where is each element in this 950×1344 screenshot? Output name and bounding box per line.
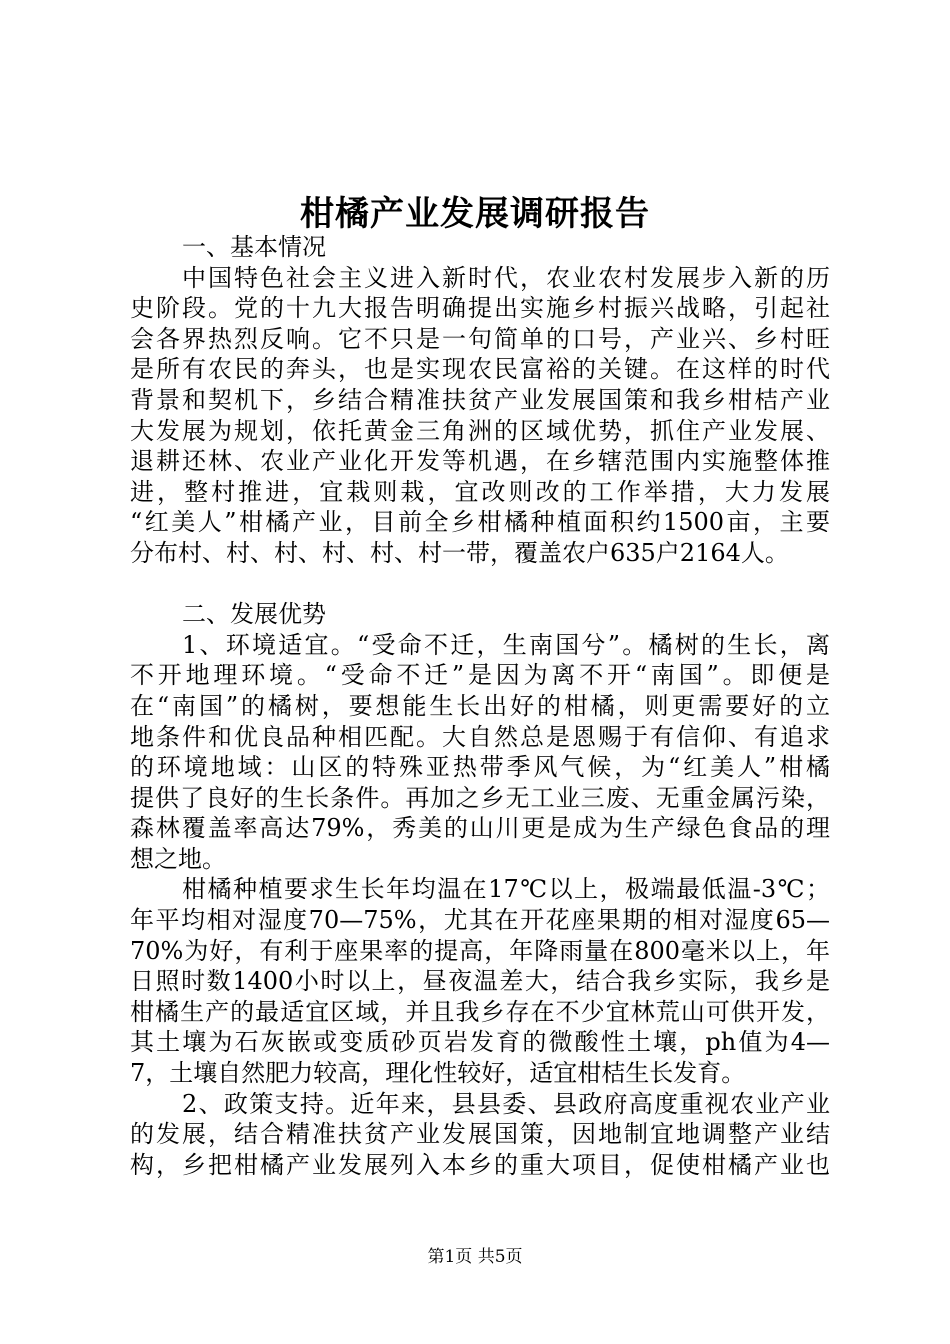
text-line: 1、环境适宜。“受命不迁，生南国兮”。橘树的生长，离	[182, 630, 830, 659]
section-heading: 一、基本情况	[182, 233, 326, 261]
document-body	[130, 232, 830, 1180]
text-line: 7，土壤自然肥力较高，理化性较好，适宜柑桔生长发育。	[130, 1059, 746, 1088]
text-line: 年平均相对湿度70—75%，尤其在开花座果期的相对湿度65—	[130, 906, 830, 935]
text-line: 不开地理环境。“受命不迁”是因为离不开“南国”。即便是	[130, 661, 830, 690]
text-line: 柑橘生产的最适宜区域，并且我乡存在不少宜林荒山可供开发，	[130, 997, 830, 1026]
section-heading: 二、发展优势	[182, 600, 326, 629]
text-line: 史阶段。党的十九大报告明确提出实施乡村振兴战略，引起社	[130, 294, 830, 323]
text-line: 分布村、村、村、村、村、村一带，覆盖农户635户2164人。	[130, 538, 789, 567]
text-line: 进，整村推进，宜栽则栽，宜改则改的工作举措，大力发展	[130, 477, 830, 506]
text-line: 日照时数1400小时以上，昼夜温差大，结合我乡实际，我乡是	[130, 967, 830, 996]
text-line: 大发展为规划，依托黄金三角洲的区域优势，抓住产业发展、	[130, 416, 830, 445]
blank-line	[130, 569, 830, 600]
text-line: 地条件和优良品种相匹配。大自然总是恩赐于有信仰、有追求	[130, 722, 830, 751]
text-line: 在“南国”的橘树，要想能生长出好的柑橘，则更需要好的立	[130, 691, 830, 720]
text-line: 背景和契机下，乡结合精准扶贫产业发展国策和我乡柑桔产业	[130, 385, 830, 414]
text-line: 70%为好，有利于座果率的提高，年降雨量在800毫米以上，年	[130, 936, 830, 965]
page-footer: 第1页 共5页	[427, 1247, 523, 1267]
document-title: 柑橘产业发展调研报告	[300, 194, 650, 234]
text-line: 提供了良好的生长条件。再加之乡无工业三废、无重金属污染，	[130, 783, 830, 812]
text-line: 森林覆盖率高达79%，秀美的山川更是成为生产绿色食品的理	[130, 814, 830, 843]
text-line: 2、政策支持。近年来，县县委、县政府高度重视农业产业	[182, 1089, 830, 1118]
text-line: 中国特色社会主义进入新时代，农业农村发展步入新的历	[182, 263, 830, 292]
text-line: 构，乡把柑橘产业发展列入本乡的重大项目，促使柑橘产业也	[130, 1150, 830, 1179]
text-line: 柑橘种植要求生长年均温在17℃以上，极端最低温-3℃；	[182, 875, 830, 904]
text-line: 其土壤为石灰嵌或变质砂页岩发育的微酸性土壤，ph值为4—	[130, 1028, 830, 1057]
text-line: 的发展，结合精准扶贫产业发展国策，因地制宜地调整产业结	[130, 1120, 830, 1149]
text-line: 的环境地域：山区的特殊亚热带季风气候，为“红美人”柑橘	[130, 753, 830, 782]
text-line: 想之地。	[130, 844, 226, 873]
text-line: 会各界热烈反响。它不只是一句简单的口号，产业兴、乡村旺	[130, 324, 830, 353]
text-line: “红美人”柑橘产业，目前全乡柑橘种植面积约1500亩，主要	[130, 508, 830, 537]
text-line: 是所有农民的奔头，也是实现农民富裕的关键。在这样的时代	[130, 355, 830, 384]
text-line: 退耕还林、农业产业化开发等机遇，在乡辖范围内实施整体推	[130, 447, 830, 476]
